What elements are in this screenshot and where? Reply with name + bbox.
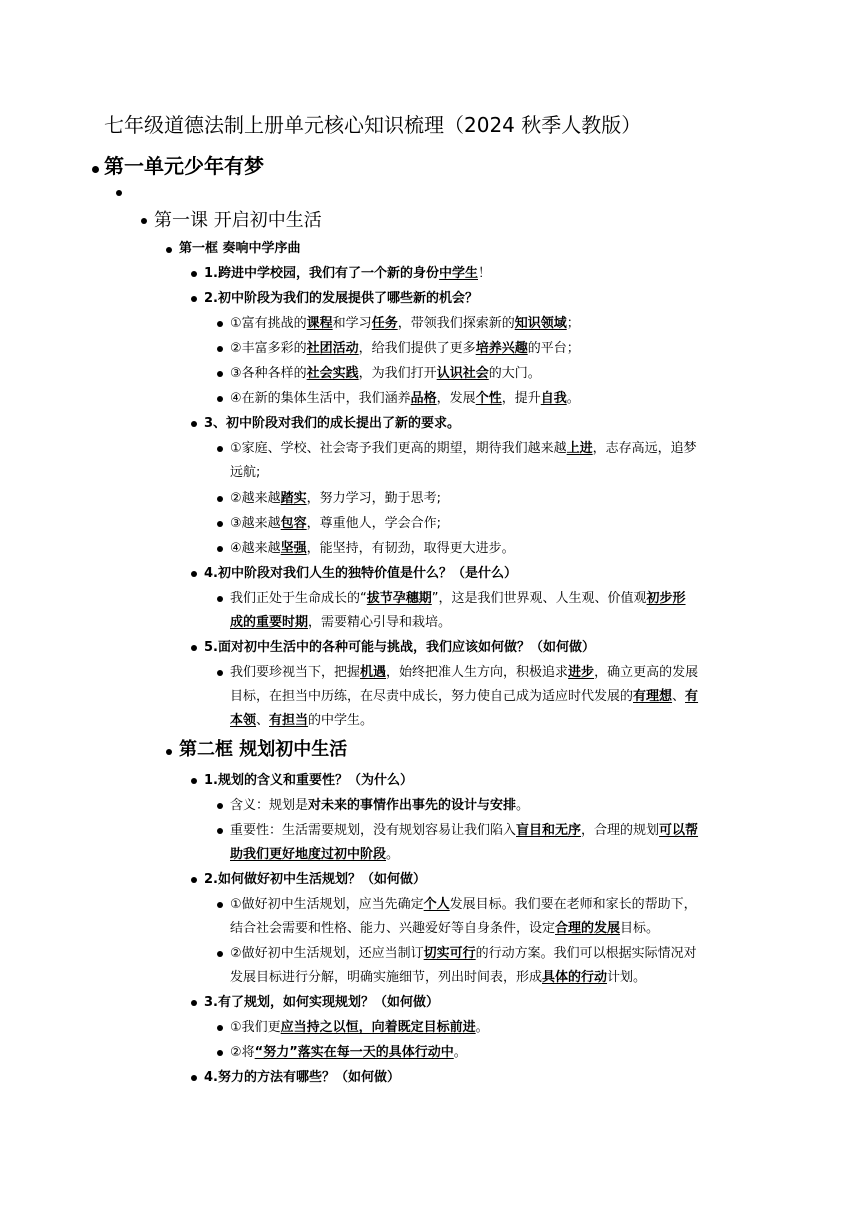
list-item: ②丰富多彩的社团活动，给我们提供了更多培养兴趣的平台； <box>230 341 580 356</box>
bullet-icon <box>217 1050 223 1056</box>
bullet-icon <box>217 321 223 327</box>
bullet-icon <box>166 247 172 253</box>
list-item: ②越来越踏实，努力学习，勤于思考; <box>230 491 442 506</box>
bullet-icon <box>217 902 223 908</box>
bullet-icon <box>217 396 223 402</box>
list-item: ③各种各样的社会实践，为我们打开认识社会的大门。 <box>230 366 541 381</box>
list-item: ①做好初中生活规划，应当先确定个人发展目标。我们要在老师和家长的帮助下， <box>230 897 697 912</box>
bullet-icon <box>166 749 172 755</box>
list-item: ③越来越包容，尊重他人，学会合作; <box>230 516 442 531</box>
bullet-icon <box>191 571 197 577</box>
bullet-icon <box>217 496 223 502</box>
bullet-icon <box>217 346 223 352</box>
list-item-continuation: 发展目标进行分解，明确实施细节，列出时间表，形成具体的行动计划。 <box>230 970 647 985</box>
bullet-icon <box>217 828 223 834</box>
list-item: 我们要珍视当下，把握机遇，始终把准人生方向，积极追求进步，确立更高的发展 <box>230 665 699 680</box>
document-title: 七年级道德法制上册单元核心知识梳理（2024 秋季人教版） <box>104 113 642 137</box>
question-1: 1.跨进中学校园，我们有了一个新的身份中学生！ <box>204 266 492 281</box>
bullet-icon <box>116 190 122 196</box>
list-item: ①我们更应当持之以恒，向着既定目标前进。 <box>230 1020 489 1035</box>
question-2: 2.如何做好初中生活规划？（如何做） <box>204 872 426 887</box>
question-5: 5.面对初中生活中的各种可能与挑战，我们应该如何做？（如何做） <box>204 640 595 655</box>
question-4: 4.初中阶段对我们人生的独特价值是什么？（是什么） <box>204 566 517 581</box>
list-item: ②做好初中生活规划，还应当制订切实可行的行动方案。我们可以根据实际情况对 <box>230 946 697 961</box>
list-item-continuation: 助我们更好地度过初中阶段。 <box>230 847 400 862</box>
bullet-icon <box>217 546 223 552</box>
bullet-icon <box>217 596 223 602</box>
bullet-icon <box>92 166 99 173</box>
list-item: ④在新的集体生活中，我们涵养品格，发展个性，提升自我。 <box>230 391 580 406</box>
bullet-icon <box>191 645 197 651</box>
list-item: 含义：规划是对未来的事情作出事先的设计与安排。 <box>230 798 530 813</box>
bullet-icon <box>191 421 197 427</box>
bullet-icon <box>191 1000 197 1006</box>
list-item: ②将“努力”落实在每一天的具体行动中。 <box>230 1045 467 1060</box>
list-item-continuation: 目标，在担当中历练，在尽责中成长，努力使自己成为适应时代发展的有理想、有 <box>230 689 699 704</box>
list-item: 我们正处于生命成长的“拔节孕穗期”，这是我们世界观、人生观、价值观初步形 <box>230 591 686 606</box>
bullet-icon <box>191 877 197 883</box>
bullet-icon <box>191 271 197 277</box>
list-item-continuation: 本领、有担当的中学生。 <box>230 713 374 728</box>
unit-heading: 第一单元少年有梦 <box>104 154 264 178</box>
bullet-icon <box>217 951 223 957</box>
bullet-icon <box>191 296 197 302</box>
list-item: ①富有挑战的课程和学习任务，带领我们探索新的知识领域； <box>230 316 580 331</box>
bullet-icon <box>217 371 223 377</box>
bullet-icon <box>217 446 223 452</box>
question-3: 3.有了规划，如何实现规划？（如何做） <box>204 995 439 1010</box>
list-item: ①家庭、学校、社会寄予我们更高的期望，期待我们越来越上进，志存高远，追梦 <box>230 441 697 456</box>
bullet-icon <box>217 670 223 676</box>
list-item: 重要性：生活需要规划，没有规划容易让我们陷入盲目和无序，合理的规划可以帮 <box>230 823 699 838</box>
list-item-continuation: 结合社会需要和性格、能力、兴趣爱好等自身条件，设定合理的发展目标。 <box>230 921 660 936</box>
question-3: 3、初中阶段对我们的成长提出了新的要求。 <box>204 416 461 431</box>
bullet-icon <box>217 521 223 527</box>
question-1: 1.规划的含义和重要性？（为什么） <box>204 773 413 788</box>
list-item-continuation: 远航; <box>230 465 261 480</box>
bullet-icon <box>191 1075 197 1081</box>
bullet-icon <box>191 778 197 784</box>
bullet-icon <box>217 1025 223 1031</box>
question-2: 2.初中阶段为我们的发展提供了哪些新的机会？ <box>204 291 478 306</box>
list-item: ④越来越坚强，能坚持，有韧劲，取得更大进步。 <box>230 541 515 556</box>
lesson-heading: 第一课 开启初中生活 <box>154 210 322 231</box>
frame-heading: 第一框 奏响中学序曲 <box>179 241 301 256</box>
frame-heading: 第二框 规划初中生活 <box>179 739 348 760</box>
bullet-icon <box>217 803 223 809</box>
question-4: 4.努力的方法有哪些？（如何做） <box>204 1070 400 1085</box>
bullet-icon <box>141 218 147 224</box>
list-item-continuation: 成的重要时期，需要精心引导和栽培。 <box>230 615 452 630</box>
